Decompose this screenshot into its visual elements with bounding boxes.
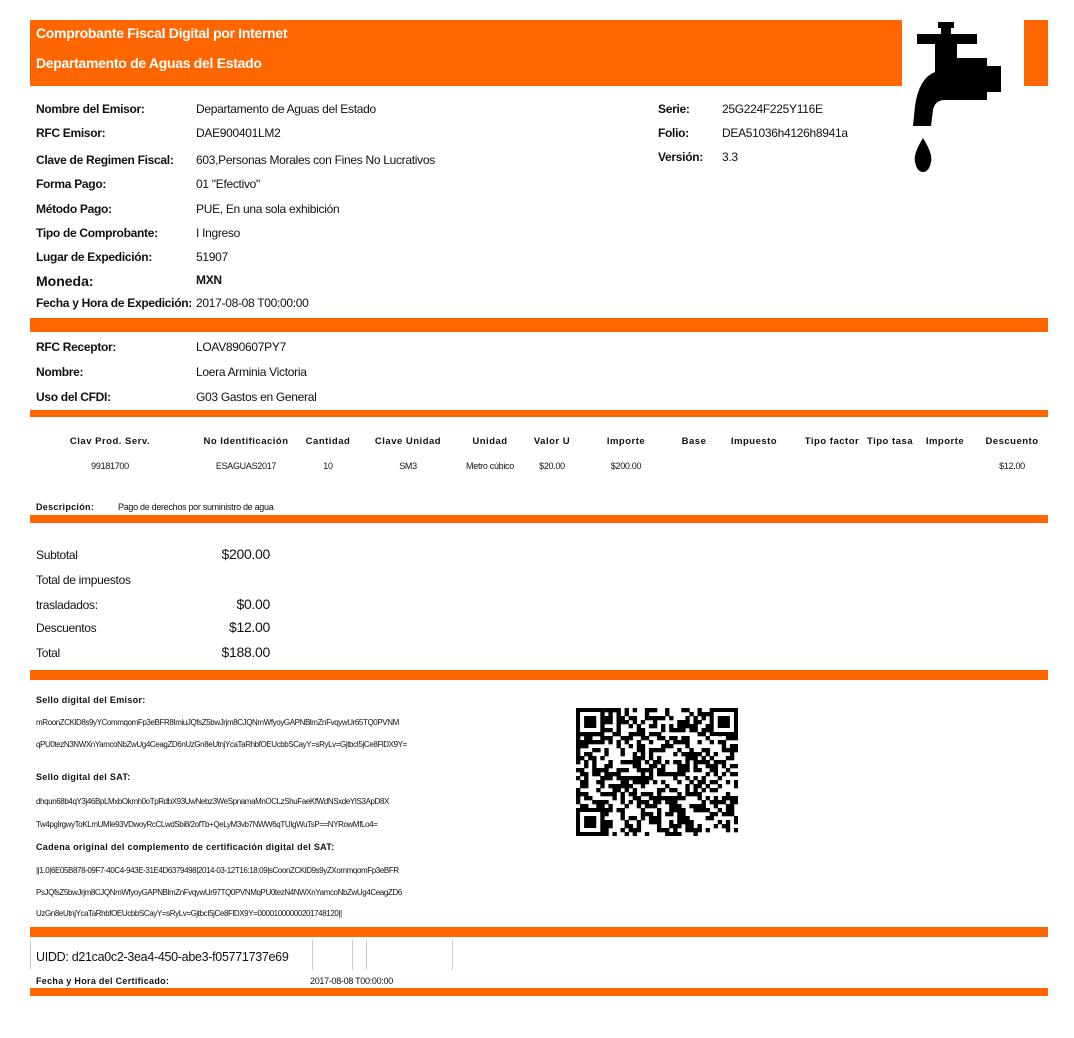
table-header-cell: Clav Prod. Serv.	[69, 436, 151, 447]
emisor-field-label: Lugar de Expedición:	[36, 250, 153, 264]
table-cell: $20.00	[539, 461, 565, 471]
separator-bar	[30, 515, 1048, 523]
table-header-cell: Base	[681, 436, 707, 447]
total-label: Total de impuestos	[36, 573, 131, 587]
descripcion-label: Descripción:	[36, 502, 95, 512]
emisor-field-value: PUE, En una sola exhibición	[196, 202, 340, 216]
total-value: $200.00	[221, 546, 270, 562]
emisor-field-label: Fecha y Hora de Expedición:	[36, 296, 192, 310]
emisor-field-value: 01 "Efectivo"	[196, 177, 260, 191]
comprobante-field-label: Versión:	[658, 150, 703, 164]
cert-date-value: 2017-08-08 T00:00:00	[310, 976, 393, 986]
emisor-field-value: 51907	[196, 250, 228, 264]
table-cell: ESAGUAS2017	[215, 461, 277, 471]
uuid-cell-divider	[312, 940, 313, 970]
sello-sat-line: Tw4pgIrgwyToKLmUMIe93VDwoyRcCLwdSbi8/2ofTb+QeLyM3vb7NWW6qTUIgWuTsP==NYRowMfLo4=	[36, 820, 378, 829]
receptor-field-label: Uso del CFDI:	[36, 390, 111, 404]
table-header-cell: No Identificación	[203, 436, 289, 447]
table-cell: $12.00	[999, 461, 1025, 471]
emisor-field-label: Moneda:	[36, 273, 94, 289]
sello-sat-label: Sello digital del SAT:	[36, 772, 131, 782]
receptor-field-value: G03 Gastos en General	[196, 390, 317, 404]
table-cell: 10	[323, 461, 333, 471]
table-header-cell: Cantidad	[305, 436, 351, 447]
uuid-cell-divider	[452, 940, 453, 970]
uuid: UIDD: d21ca0c2-3ea4-450-abe3-f05771737e69	[36, 950, 289, 964]
total-label: Descuentos	[36, 621, 97, 635]
total-value: $0.00	[236, 596, 270, 612]
emisor-field-value: 603,Personas Morales con Fines No Lucrativos	[196, 153, 435, 167]
separator-bar	[30, 670, 1048, 680]
emisor-field-value: I Ingreso	[196, 226, 240, 240]
total-label: Subtotal	[36, 548, 78, 562]
emisor-field-label: Método Pago:	[36, 202, 112, 216]
table-header-cell: Importe	[925, 436, 965, 447]
cadena-original-line: UzGn8eUtnjYcaTaRhbfOEUcbbSCayY=sRyLv=GjtbcI5jCe8FlDX9Y=00001000000201748120||	[36, 909, 342, 918]
total-label: trasladados:	[36, 598, 98, 612]
emisor-field-label: Tipo de Comprobante:	[36, 226, 158, 240]
comprobante-field-label: Folio:	[658, 126, 689, 140]
total-value: $12.00	[228, 619, 270, 635]
table-cell: SM3	[399, 461, 417, 471]
table-header-cell: Descuento	[985, 436, 1039, 447]
emisor-field-label: Forma Pago:	[36, 177, 107, 191]
emisor-field-label: RFC Emisor:	[36, 126, 106, 140]
cadena-original-label: Cadena original del complemento de certificación digital del SAT:	[36, 842, 335, 852]
total-value: $188.00	[221, 644, 270, 660]
table-cell: $200.00	[610, 461, 642, 471]
comprobante-field-value: 3.3	[722, 150, 738, 164]
bottom-bar	[30, 988, 1048, 996]
cert-date-label: Fecha y Hora del Certificado:	[36, 976, 170, 986]
emisor-field-label: Nombre del Emisor:	[36, 102, 145, 116]
document-subtitle: Departamento de Aguas del Estado	[36, 55, 262, 71]
uuid-cell-divider	[30, 940, 31, 970]
emisor-field-value: 2017-08-08 T00:00:00	[196, 296, 309, 310]
separator-bar	[30, 318, 1048, 332]
descripcion-value: Pago de derechos por suministro de agua	[118, 502, 274, 512]
receptor-field-label: RFC Receptor:	[36, 340, 117, 354]
separator-bar	[30, 410, 1048, 417]
comprobante-field-label: Serie:	[658, 102, 690, 116]
receptor-field-value: LOAV890607PY7	[196, 340, 286, 354]
comprobante-field-value: 25G224F225Y116E	[722, 102, 823, 116]
table-cell: 99181700	[91, 461, 129, 471]
emisor-field-value: Departamento de Aguas del Estado	[196, 102, 376, 116]
separator-bar	[30, 927, 1048, 937]
table-header-cell: Tipo tasa	[866, 436, 914, 447]
table-cell: Metro cúbico	[466, 461, 514, 471]
total-label: Total	[36, 646, 60, 660]
uuid-cell-divider	[366, 940, 367, 970]
table-header-cell: Impuesto	[730, 436, 778, 447]
uuid-cell-divider	[352, 940, 353, 970]
receptor-field-value: Loera Arminia Victoria	[196, 365, 307, 379]
emisor-field-label: Clave de Regimen Fiscal:	[36, 153, 174, 167]
water-faucet-icon	[905, 22, 1023, 174]
table-header-cell: Valor U	[533, 436, 571, 447]
cadena-original-line: PsJQfsZ5bwJrjm8CJQNmWfyoyGAPNBlmZnFvqywUr97TQ0PVNMqPU0tezN4NWXnYamcoNbZwUg4CeagZD6	[36, 888, 402, 897]
document-title: Comprobante Fiscal Digital por Internet	[36, 25, 288, 41]
emisor-field-value: DAE900401LM2	[196, 126, 281, 140]
emisor-field-value: MXN	[196, 273, 222, 287]
receptor-field-label: Nombre:	[36, 365, 84, 379]
sello-emisor-label: Sello digital del Emisor:	[36, 695, 146, 705]
table-header-cell: Tipo factor	[804, 436, 860, 447]
cadena-original-line: ||1.0|6E05B878-09F7-40C4-943E-31E4D6379498|2014-03-12T16:18:09|sCoonZCKlD9s9yZXommqomFp3eBFR	[36, 866, 399, 875]
qr-code-icon	[576, 708, 738, 836]
header-side-band	[1024, 20, 1048, 86]
comprobante-field-value: DEA51036h4126h8941a	[722, 126, 848, 140]
sello-emisor-line: qPU0tezN3NWXnYamcoNbZwUg4CeagZD6nUzGn8eUtnjYcaTaRhbfOEUcbbSCayY=sRyLv=GjtbcI5jCe8FlDX9Y=	[36, 740, 407, 749]
sello-emisor-line: mRoonZCKlD8s9yYCommqomFp3eBFR8ImiuJQfsZ5bwJrjm8CJQNmWfyoyGAPNBlmZnFvqywUr65TQ0PVNM	[36, 718, 399, 727]
table-header-cell: Importe	[606, 436, 646, 447]
table-header-cell: Clave Unidad	[374, 436, 442, 447]
table-header-cell: Unidad	[472, 436, 508, 447]
sello-sat-line: dhqun68b4qY3j46BpLMxbOkmh0oTpRdbX93UwNebz3WeSpnamaMnOCLzShuFaeKfWdNSxdeYIS3ApD8X	[36, 797, 389, 806]
